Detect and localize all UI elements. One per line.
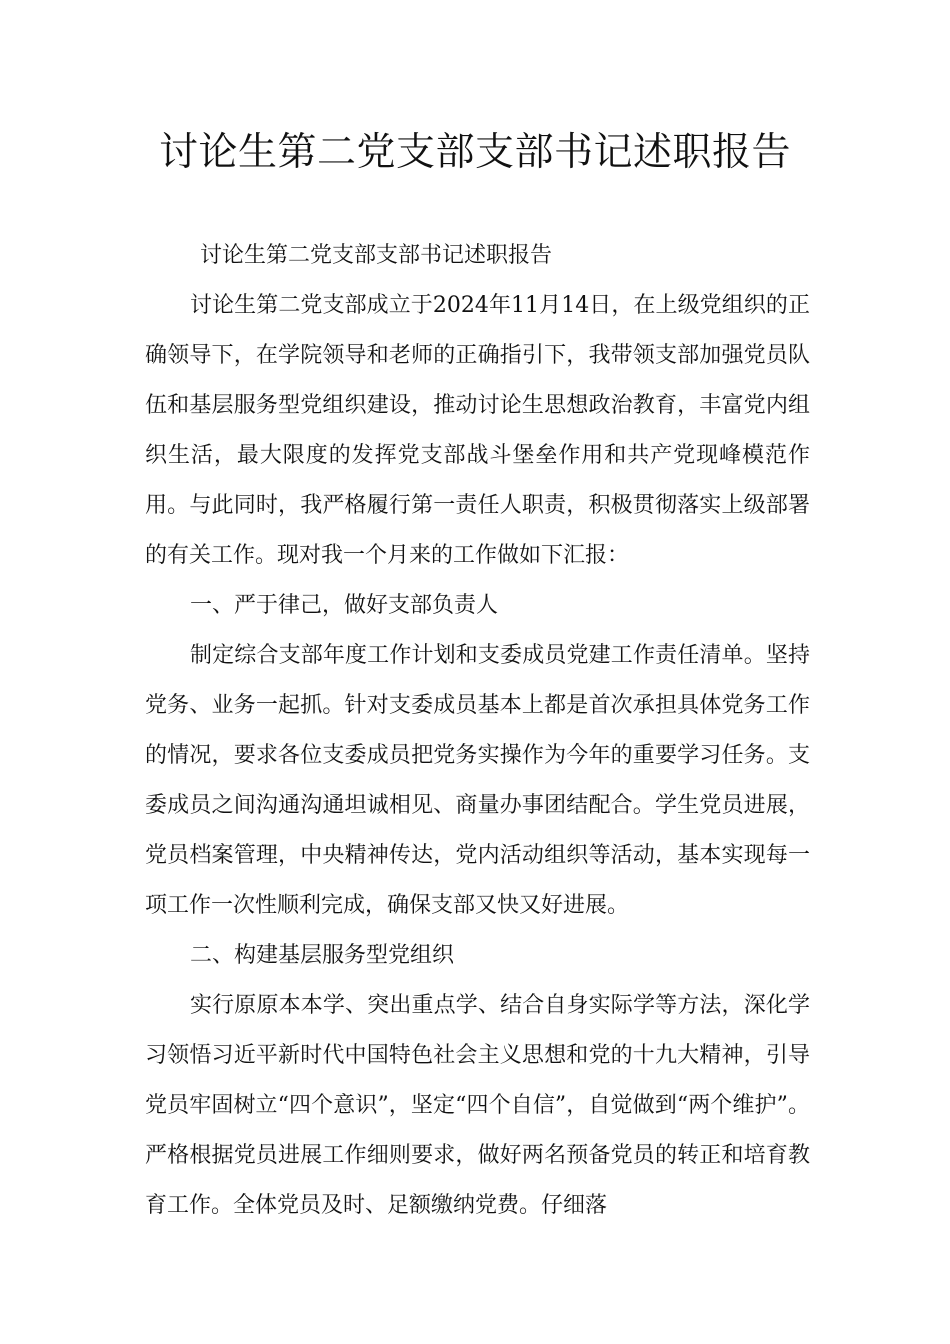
document-body xyxy=(145,231,810,1231)
paragraph-intro: 讨论生第二党支部成立于2024年11月14日，在上级党组织的正确领导下，在学院领导和老师的正确指引下，我带领支部加强党员队伍和基层服务型党组织建设，推动讨论生思想政治教育，丰富党内组织生活，最大限度的发挥党支部战斗堡垒作用和共产党现峰模范作用。与此同时，我严格履行第一责任人职责，积极贯彻落实上级部署的有关工作。现对我一个月来的工作做如下汇报： xyxy=(145,293,810,568)
section-heading-2: 二、构建基层服务型党组织 xyxy=(190,943,455,968)
document-title: 讨论生第二党支部支部书记述职报告 xyxy=(158,130,791,175)
paragraph-section-1: 制定综合支部年度工作计划和支委成员党建工作责任清单。坚持党务、业务一起抓。针对支委成员基本上都是首次承担具体党务工作的情况，要求各位支委成员把党务实操作为今年的重要学习任务。支委成员之间沟通沟通坦诚相见、商量办事团结配合。学生党员进展，党员档案管理，中央精神传达，党内活动组织等活动，基本实现每一项工作一次性顺利完成，确保支部又快又好进展。 xyxy=(145,643,810,918)
paragraph-section-2: 实行原原本本学、突出重点学、结合自身实际学等方法，深化学习领悟习近平新时代中国特色社会主义思想和党的十九大精神，引导党员牢固树立“四个意识”，坚定“四个自信”，自觉做到“两个维护”。严格根据党员进展工作细则要求，做好两名预备党员的转正和培育教育工作。全体党员及时、足额缴纳党费。仔细落 xyxy=(145,993,810,1218)
section-heading-1: 一、严于律己，做好支部负责人 xyxy=(190,593,499,618)
document-subtitle: 讨论生第二党支部支部书记述职报告 xyxy=(200,243,553,268)
